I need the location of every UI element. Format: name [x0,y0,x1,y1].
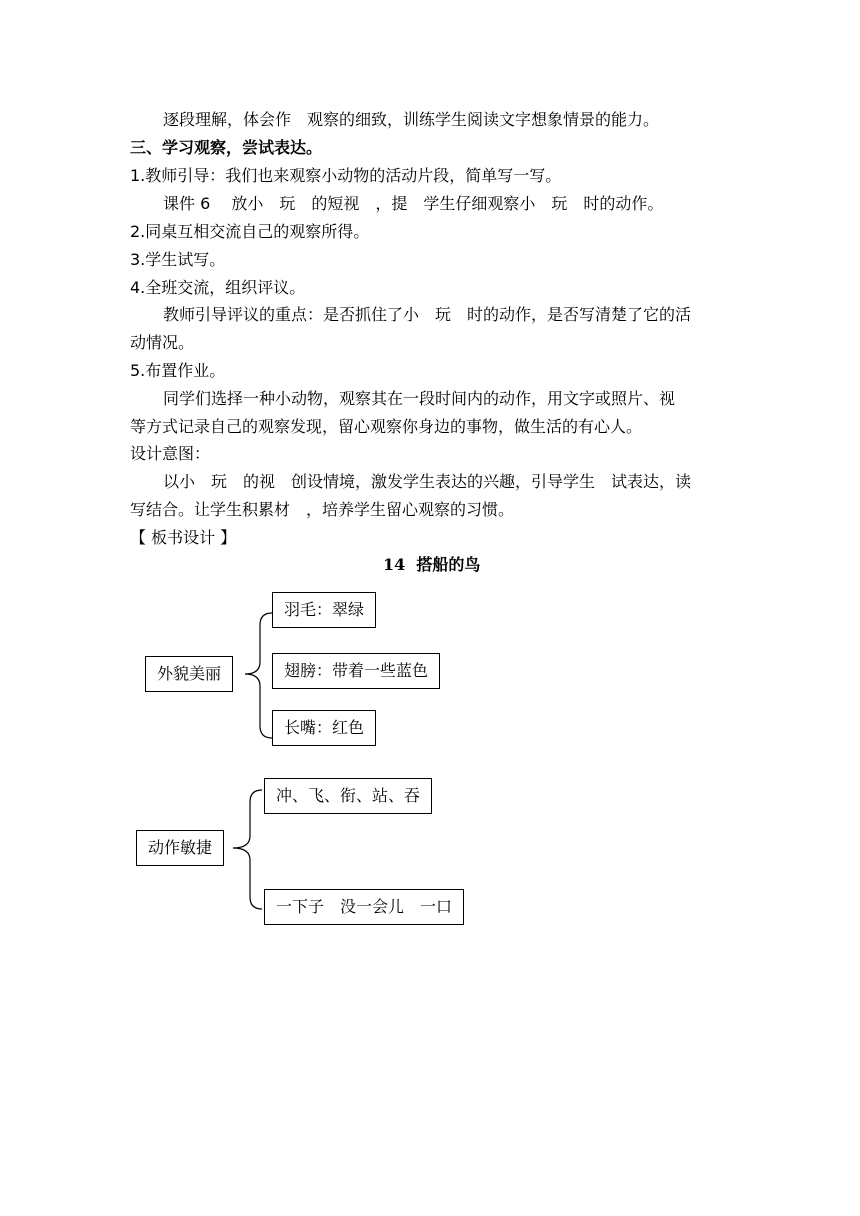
text-line: 写结合。让学生积累材 ，培养学生留心观察的习惯。 [130,500,515,519]
brace-appearance [245,613,272,738]
time-words-box: 一下子 没一会儿 一口 [264,889,464,925]
text-line: 4.全班交流，组织评议。 [130,278,306,297]
text-line: 1.教师引导：我们也来观察小动物的活动片段，简单写一写。 [130,166,562,185]
appearance-box: 外貌美丽 [145,656,233,692]
text-line: 3.学生试写。 [130,250,226,269]
feathers-box: 羽毛：翠绿 [272,592,376,628]
verbs-box: 冲、飞、衔、站、吞 [264,778,432,814]
text-line: 以小 玩 的视 创设情境，激发学生表达的兴趣，引导学生 试表达，读 [163,472,692,491]
text-line: 同学们选择一种小动物，观察其在一段时间内的动作，用文字或照片、视 [163,389,676,408]
text-line: 课件 6 放小 玩 的短视 ，提 学生仔细观察小 玩 时的动作。 [163,194,664,213]
actions-box: 动作敏捷 [136,830,224,866]
text-line: 逐段理解，体会作 观察的细致，训练学生阅读文字想象情景的能力。 [163,110,660,129]
brace-actions [233,790,262,909]
design-intent-heading: 设计意图： [130,444,211,463]
board-title: 14 搭船的鸟 [383,555,481,574]
section-heading: 三、学习观察，尝试表达。 [130,138,323,157]
text-line: 2.同桌互相交流自己的观察所得。 [130,222,370,241]
board-design-heading: 【 板书设计 】 [130,528,237,547]
text-line: 教师引导评议的重点：是否抓住了小 玩 时的动作，是否写清楚了它的活 [163,305,692,324]
wings-box: 翅膀：带着一些蓝色 [272,653,440,689]
text-line: 等方式记录自己的观察发现，留心观察你身边的事物，做生活的有心人。 [130,417,643,436]
text-line: 5.布置作业。 [130,361,226,380]
beak-box: 长嘴：红色 [272,710,376,746]
text-line: 动情况。 [130,333,195,352]
